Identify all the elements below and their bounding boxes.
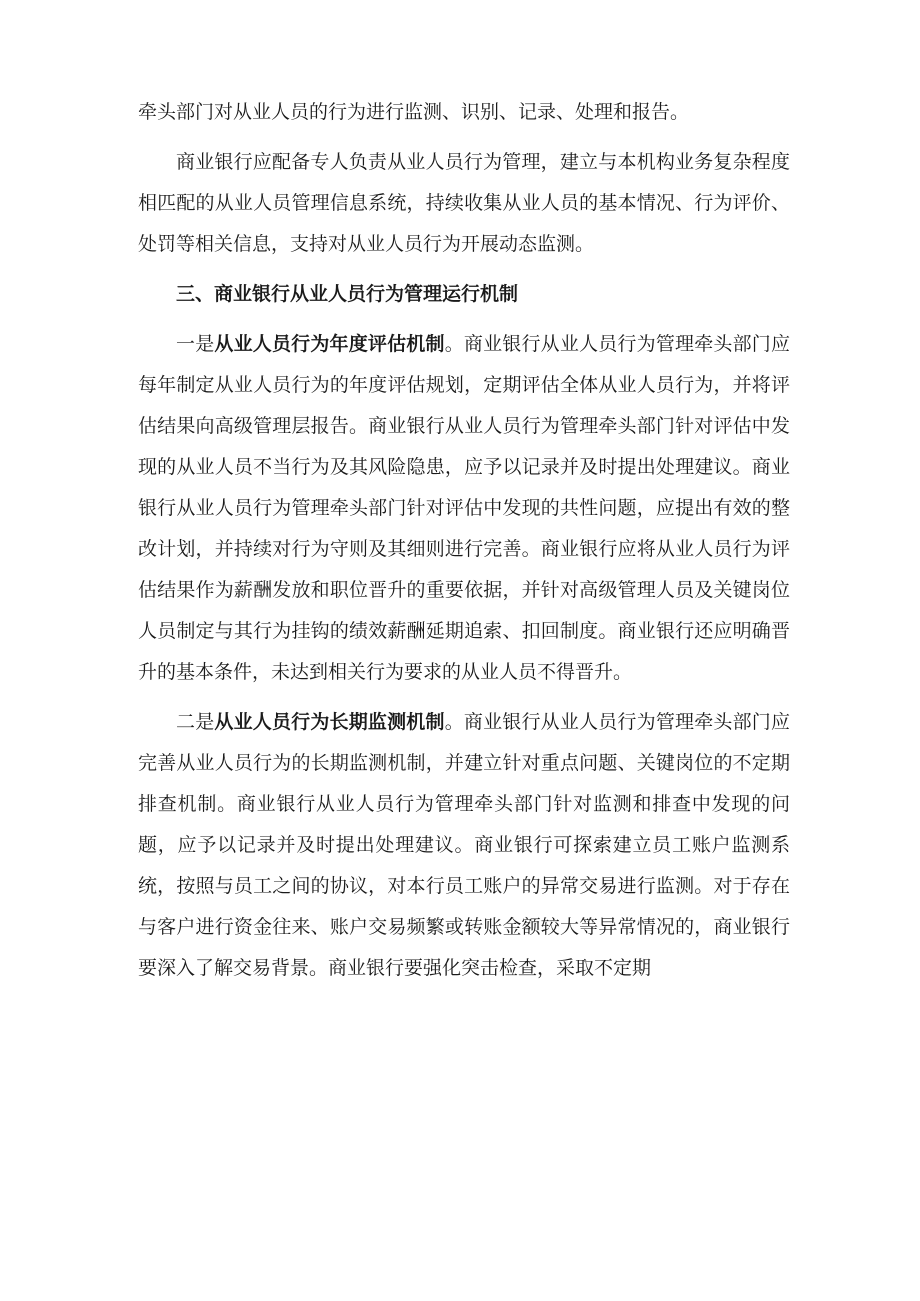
paragraph-spacer bbox=[138, 315, 790, 324]
paragraph-spacer bbox=[138, 133, 790, 142]
paragraph-annual-evaluation bbox=[138, 324, 790, 693]
document-body bbox=[138, 92, 790, 989]
paragraph-continuation: 牵头部门对从业人员的行为进行监测、识别、记录、处理和报告。 bbox=[138, 101, 690, 123]
paragraph-bold-title: 从业人员行为长期监测机制 bbox=[214, 711, 445, 733]
paragraph-spacer bbox=[138, 693, 790, 702]
paragraph-lead: 一是 bbox=[176, 333, 215, 355]
paragraph-body: 。商业银行从业人员行为管理牵头部门应完善从业人员行为的长期监测机制，并建立针对重点问题、关键岗位的不定期排查机制。商业银行从业人员行为管理牵头部门针对监测和排查中发现的问题，应予以记录并及时提出处理建议。商业银行可探索建立员工账户监测系统，按照与员工之间的协议，对本行员工账户的异常交易进行监测。对于存在与客户进行资金往来、账户交易频繁或转账金额较大等异常情况的，商业银行要深入了解交易背景。商业银行要强化突击检查，采取不定期 bbox=[138, 711, 790, 979]
paragraph-info-system: 商业银行应配备专人负责从业人员行为管理，建立与本机构业务复杂程度相匹配的从业人员管理信息系统，持续收集从业人员的基本情况、行为评价、处罚等相关信息，支持对从业人员行为开展动态监测。 bbox=[138, 151, 790, 255]
paragraph-bold-title: 从业人员行为年度评估机制 bbox=[214, 333, 445, 355]
paragraph-lead: 二是 bbox=[176, 711, 215, 733]
paragraph-spacer bbox=[138, 265, 790, 274]
paragraph-body: 。商业银行从业人员行为管理牵头部门应每年制定从业人员行为的年度评估规划，定期评估全体从业人员行为，并将评估结果向高级管理层报告。商业银行从业人员行为管理牵头部门针对评估中发现的从业人员不当行为及其风险隐患，应予以记录并及时提出处理建议。商业银行从业人员行为管理牵头部门针对评估中发现的共性问题，应提出有效的整改计划，并持续对行为守则及其细则进行完善。商业银行应将从业人员行为评估结果作为薪酬发放和职位晋升的重要依据，并针对高级管理人员及关键岗位人员制定与其行为挂钩的绩效薪酬延期追索、扣回制度。商业银行还应明确晋升的基本条件，未达到相关行为要求的从业人员不得晋升。 bbox=[138, 333, 790, 683]
paragraph-long-term-monitoring bbox=[138, 702, 790, 989]
section-heading: 三、商业银行从业人员行为管理运行机制 bbox=[176, 283, 519, 305]
